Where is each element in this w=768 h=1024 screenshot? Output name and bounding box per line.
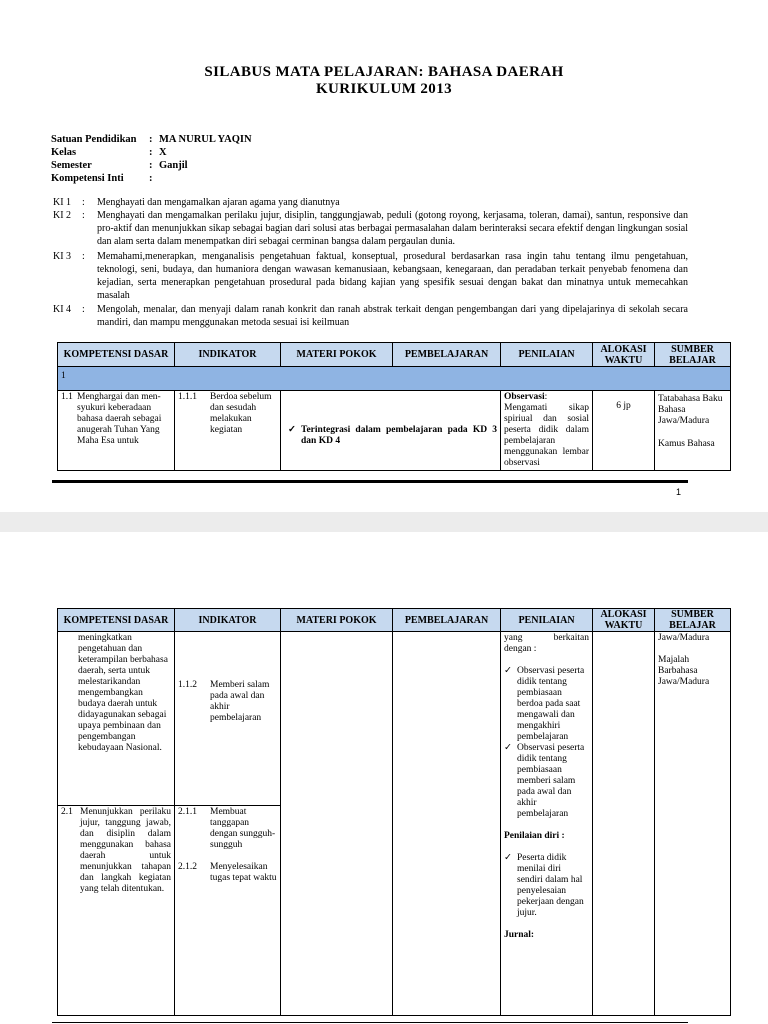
header-indikator: INDIKATOR <box>175 609 281 632</box>
penilaian-item: Peserta didik menilai diri sendiri dalam hal penyelesaian pekerjaan dengan jujur. <box>517 853 584 918</box>
pembelajaran-cell <box>281 391 501 471</box>
header-belajar-line: BELAJAR <box>669 620 716 631</box>
ki-code: KI 1 <box>53 197 72 208</box>
ki-1 <box>53 196 688 209</box>
indikator-number: 1.1.1 <box>178 392 197 402</box>
header-pembelajaran: PEMBELAJARAN <box>393 343 501 367</box>
sumber-text: Tatabahasa Baku Bahasa Jawa/Madura <box>658 394 723 426</box>
header-kompetensi-dasar: KOMPETENSI DASAR <box>58 343 175 367</box>
penilaian-title-suffix: : <box>544 392 548 402</box>
header-penilaian: PENILAIAN <box>501 343 593 367</box>
indikator-text: Membuat tanggapan dengan sungguh-sungguh <box>210 807 276 850</box>
indikator-text: Menyelesaikan tugas tepat waktu <box>210 862 277 883</box>
header-indikator: INDIKATOR <box>175 343 281 367</box>
ki-code: KI 3 <box>53 251 72 262</box>
header-waktu-line: WAKTU <box>604 354 643 366</box>
document-subtitle: KURIKULUM 2013 <box>315 81 452 97</box>
kd-number: 1.1 <box>61 392 73 402</box>
meta-separator: : <box>149 147 153 158</box>
penilaian-title: Observasi <box>504 392 545 402</box>
sumber-text: Jawa/Madura <box>658 633 710 643</box>
header-sumber-belajar <box>655 343 731 367</box>
section-row: 1 <box>58 367 731 391</box>
penilaian-cell <box>501 391 593 471</box>
meta-row-satuan <box>51 133 252 146</box>
ki-text: Menghayati dan mengamalkan perilaku jujur, disiplin, tanggungjawab, peduli (gotong royong, kerjasama, toleran, damai), santun, responsive dan pro-aktif dan menunjukkan sikap sebagai bagian dari solusi atas berbagai permasalahan dalam berinteraksi secara efektif dengan lingkungan sosial dan alam serta dalam menempatkan diri sebagai cerminan bangsa dalam pergaulan dunia. <box>97 210 688 247</box>
materi-cell <box>281 632 393 1016</box>
ki-3 <box>53 250 688 302</box>
header-alokasi-waktu <box>593 609 655 632</box>
check-icon: ✓ <box>504 743 512 753</box>
syllabus-table-2 <box>57 608 731 1016</box>
kd-number: 2.1 <box>61 807 73 817</box>
header-pembelajaran: PEMBELAJARAN <box>393 609 501 632</box>
page-number: 1 <box>676 487 682 497</box>
header-materi-pokok: MATERI POKOK <box>281 343 393 367</box>
penilaian-item: Observasi peserta didik tentang pembiasaan memberi salam pada awal dan akhir pembelajaran <box>517 743 585 819</box>
header-belajar-line: BELAJAR <box>669 354 716 366</box>
ki-text: Menghayati dan mengamalkan ajaran agama yang dianutnya <box>97 197 340 208</box>
ki-code: KI 4 <box>53 304 72 315</box>
indikator-number: 2.1.2 <box>178 862 197 872</box>
penilaian-text: Mengamati sikap spiriual dan sosial peserta didik dalam pembelajaran menggunakan lembar observasi <box>504 403 589 468</box>
ki-4 <box>53 303 688 329</box>
meta-row-kompetensi-inti <box>51 172 159 185</box>
meta-value: X <box>159 147 167 158</box>
ki-colon: : <box>82 304 85 315</box>
document-page-2 <box>0 532 768 1024</box>
page-footer-rule <box>52 480 688 483</box>
meta-separator: : <box>149 160 153 171</box>
meta-value: MA NURUL YAQIN <box>159 134 252 145</box>
sumber-cell <box>655 391 731 471</box>
ki-code: KI 2 <box>53 210 72 221</box>
kd-text: Menunjukkan perilaku jujur, tanggung jawab, dan disiplin dalam menggunakan bahasa daerah untuk menunjukkan tahapan dan langkah kegiatan yang telah ditentukan. <box>80 807 171 894</box>
indikator-cell <box>175 632 281 806</box>
indikator-cell <box>175 391 281 471</box>
indikator-cell <box>175 806 281 1016</box>
ki-colon: : <box>82 251 85 262</box>
ki-2 <box>53 209 688 248</box>
check-icon: ✓ <box>288 425 296 435</box>
meta-label: Satuan Pendidikan <box>51 134 137 145</box>
sumber-text: Majalah Barbahasa Jawa/Madura <box>658 655 710 687</box>
penilaian-intro: yang berkaitan dengan : <box>504 633 589 654</box>
kd-cell <box>58 806 175 1016</box>
alokasi-cell: 6 jp <box>593 391 655 471</box>
ki-colon: : <box>82 197 85 208</box>
page-bottom-rule <box>52 1022 688 1023</box>
pembelajaran-cell <box>393 632 501 1016</box>
check-icon: ✓ <box>504 666 512 676</box>
meta-label: Kompetensi Inti <box>51 173 124 184</box>
document-title: SILABUS MATA PELAJARAN: BAHASA DAERAH <box>204 64 564 80</box>
header-sumber-belajar <box>655 609 731 632</box>
kd-cell <box>58 391 175 471</box>
sumber-text: Kamus Bahasa <box>658 439 715 449</box>
header-sumber-line: SUMBER <box>671 609 714 620</box>
penilaian-diri-title: Penilaian diri : <box>504 831 565 841</box>
indikator-number: 2.1.1 <box>178 807 197 817</box>
check-icon: ✓ <box>504 853 512 863</box>
header-kompetensi-dasar: KOMPETENSI DASAR <box>58 609 175 632</box>
meta-value: Ganjil <box>159 160 188 171</box>
indikator-number: 1.1.2 <box>178 680 197 690</box>
header-sumber-line: SUMBER <box>671 343 714 355</box>
sumber-cell <box>655 632 731 1016</box>
meta-label: Semester <box>51 160 92 171</box>
header-waktu-line: WAKTU <box>604 620 643 631</box>
meta-row-semester <box>51 159 188 172</box>
header-alokasi-line: ALOKASI <box>600 343 647 355</box>
header-penilaian: PENILAIAN <box>501 609 593 632</box>
indikator-text: Berdoa sebelum dan sesudah melakukan kegiatan <box>210 392 272 435</box>
kd-text: Menghargai dan men-syukuri keberadaan bahasa daerah sebagai anugerah Tuhan Yang Maha Esa untuk <box>77 392 162 446</box>
indikator-text: Memberi salam pada awal dan akhir pembelajaran <box>210 680 270 723</box>
pembelajaran-text: Terintegrasi dalam pembelajaran pada KD 3 dan KD 4 <box>301 425 497 446</box>
ki-colon: : <box>82 210 85 221</box>
header-materi-pokok: MATERI POKOK <box>281 609 393 632</box>
jurnal-title: Jurnal: <box>504 930 535 940</box>
header-alokasi-waktu <box>593 343 655 367</box>
alokasi-cell <box>593 632 655 1016</box>
ki-text: Memahami,menerapkan, menganalisis pengetahuan faktual, konseptual, prosedural berdasarkan rasa ingin tahu tentang ilmu pengetahuan, teknologi, seni, budaya, dan humaniora dengan wawasan kemanusiaan, kebangsaan, kenegaraan, dan peradaban terkait penyebab fenomena dan kejadian, serta menerapkan pengetahuan prosedural pada bidang kajian yang spesifik sesuai dengan bakat dan minatnya untuk memecahkan masalah <box>97 251 688 301</box>
meta-label: Kelas <box>51 147 77 158</box>
penilaian-item: Observasi peserta didik tentang pembiasaan berdoa pada saat mengawali dan mengakhiri pembelajaran <box>517 666 585 742</box>
kd-continuation-cell: meningkatkan pengetahuan dan keterampilan berbahasa daerah, serta untuk melestarikandan mengembangkan budaya daerah untuk didayagunakan sebagai upaya pembinaan dan pengembangan kebudayaan Nasional. <box>58 632 175 806</box>
meta-separator: : <box>149 173 153 184</box>
penilaian-cell <box>501 632 593 1016</box>
header-alokasi-line: ALOKASI <box>600 609 647 620</box>
syllabus-table-1 <box>57 342 731 471</box>
ki-text: Mengolah, menalar, dan menyaji dalam ranah konkrit dan ranah abstrak terkait dengan pengembangan dari yang dipelajarinya di sekolah secara mandiri, dan mampu menggunakan metoda sesuai isi keilmuan <box>97 304 688 328</box>
meta-separator: : <box>149 134 153 145</box>
meta-row-kelas <box>51 146 167 159</box>
